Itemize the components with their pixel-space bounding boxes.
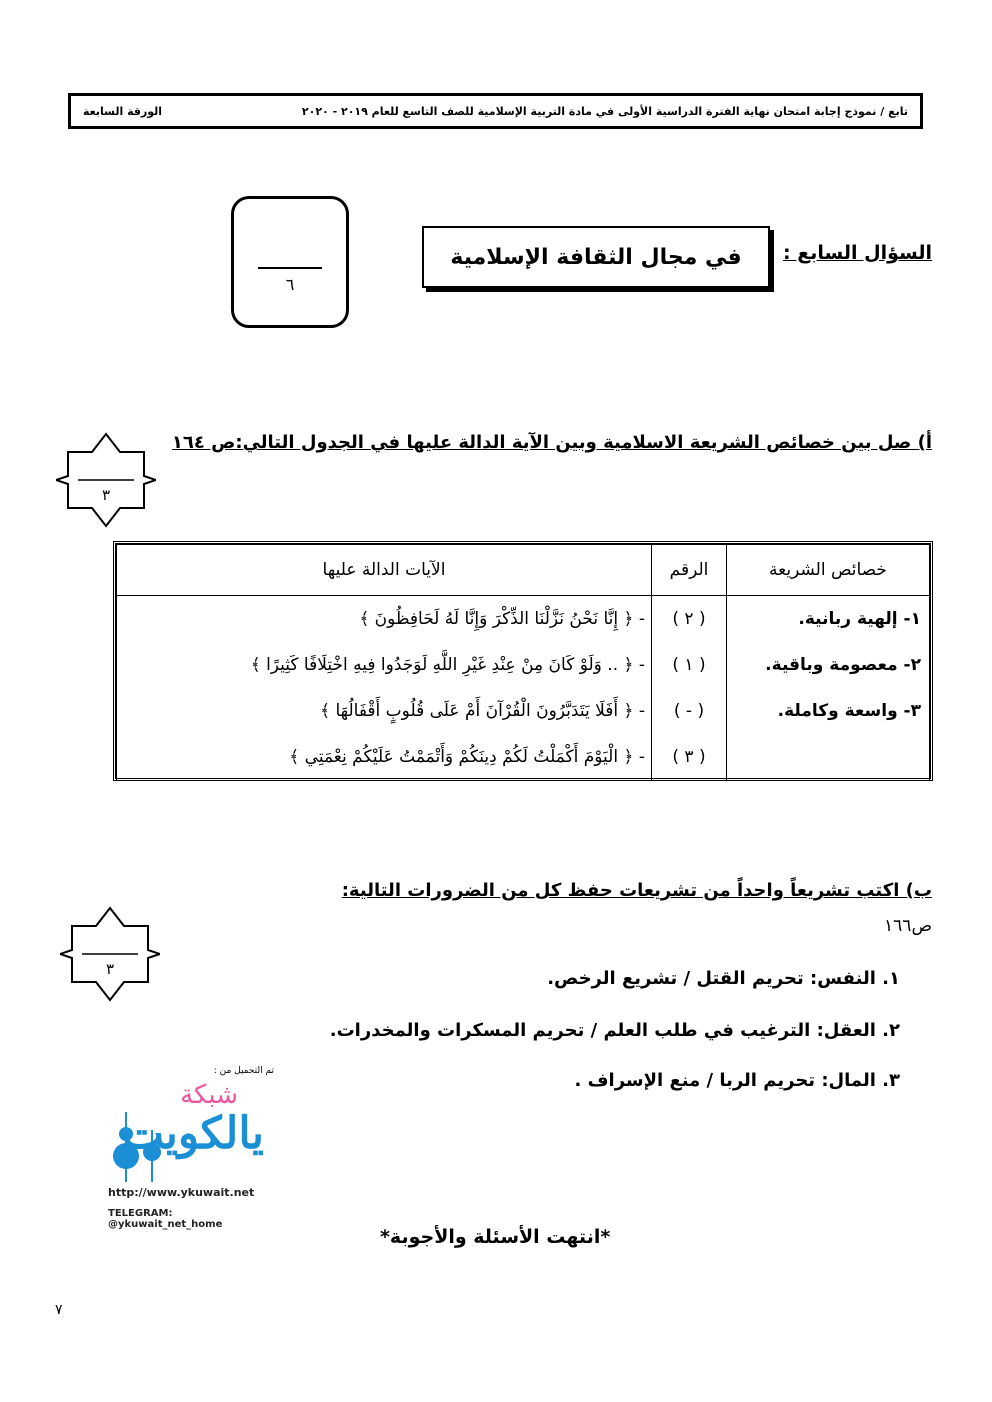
header-features: خصائص الشريعة [727,545,930,596]
question-score-box [231,196,349,328]
logo-url[interactable]: http://www.ykuwait.net [108,1186,255,1199]
question-title: في مجال الثقافة الإسلامية [450,244,742,270]
table-header-row [117,545,930,596]
number-item: ( ١ ) [672,655,706,675]
question-title-box [422,226,770,288]
page-number: ٧ [55,1302,63,1318]
logo-downloaded-from: تم التحميل من : [213,1066,274,1076]
logo-name-text: يالكويت [122,1108,264,1159]
part-b-score: ٣ [105,960,115,978]
table-body-row [117,596,930,781]
feature-item: ٢- معصومة وباقية. [765,655,921,675]
header-title: تابع / نموذج إجابة امتحان نهاية الفترة الدراسية الأولى في مادة التربية الإسلامية للصف التاسع للعام ٢٠١٩ - ٢٠٢٠ [301,104,908,118]
part-a-heading: أ) صل بين خصائص الشريعة الاسلامية وبين الآية الدالة عليها في الجدول التالي:ص ١٦٤ [171,432,932,453]
end-note: *انتهت الأسئلة والأجوبة* [380,1226,611,1248]
number-item: ( ٢ ) [672,609,706,629]
number-item: ( ٣ ) [672,747,706,767]
star-badge-icon [56,430,156,530]
part-a-score: ٣ [101,486,111,504]
verse-item: - ﴿ الْيَوْمَ أَكْمَلْتُ لَكُمْ دِينَكُمْ وَأَتْمَمْتُ عَلَيْكُمْ نِعْمَتِي ﴾ [289,747,645,767]
feature-item: ٣- واسعة وكاملة. [777,701,921,721]
logo-network-text: شبكة [180,1080,238,1110]
part-b-heading: ب) اكتب تشريعاً واحداً من تشريعات حفظ كل من الضرورات التالية: [341,880,932,901]
logo-telegram[interactable]: TELEGRAM: @ykuwait_net_home [108,1208,223,1230]
score-divider [258,267,322,269]
question-label: السؤال السابع : [783,242,932,264]
part-b-score-badge [60,904,160,1004]
feature-item: ١- إلهية ربانية. [798,609,921,629]
answer-item: ٢. العقل: الترغيب في طلب العلم / تحريم المسكرات والمخدرات. [329,1020,900,1041]
verse-item: - ﴿ أَفَلَا يَتَدَبَّرُونَ الْقُرْآنَ أَمْ عَلَى قُلُوبٍ أَقْفَالُهَا ﴾ [320,701,645,721]
header-verses: الآيات الدالة عليها [117,545,652,596]
header-box [68,93,923,129]
verses-cell [117,596,652,781]
verse-item: - ﴿ .. وَلَوْ كَانَ مِنْ عِنْدِ غَيْرِ اللَّهِ لَوَجَدُوا فِيهِ اخْتِلَافًا كَثِيرًا ﴾ [250,655,645,675]
part-b-page-ref: ص١٦٦ [884,916,932,936]
part-a-score-badge [56,430,156,530]
header-paper-label: الورقة السابعة [83,104,163,118]
question-score: ٦ [285,275,295,294]
answer-item: ٣. المال: تحريم الربا / منع الإسراف . [574,1070,900,1091]
header-number: الرقم [652,545,727,596]
numbers-cell [652,596,727,781]
matching-table [113,541,933,781]
features-cell [727,596,930,781]
star-badge-icon [60,904,160,1004]
site-logo [106,1066,282,1230]
number-item: ( - ) [673,701,705,721]
answer-item: ١. النفس: تحريم القتل / تشريع الرخص. [547,968,900,989]
verse-item: - ﴿ إِنَّا نَحْنُ نَزَّلْنَا الذِّكْرَ وَإِنَّا لَهُ لَحَافِظُونَ ﴾ [359,609,645,629]
